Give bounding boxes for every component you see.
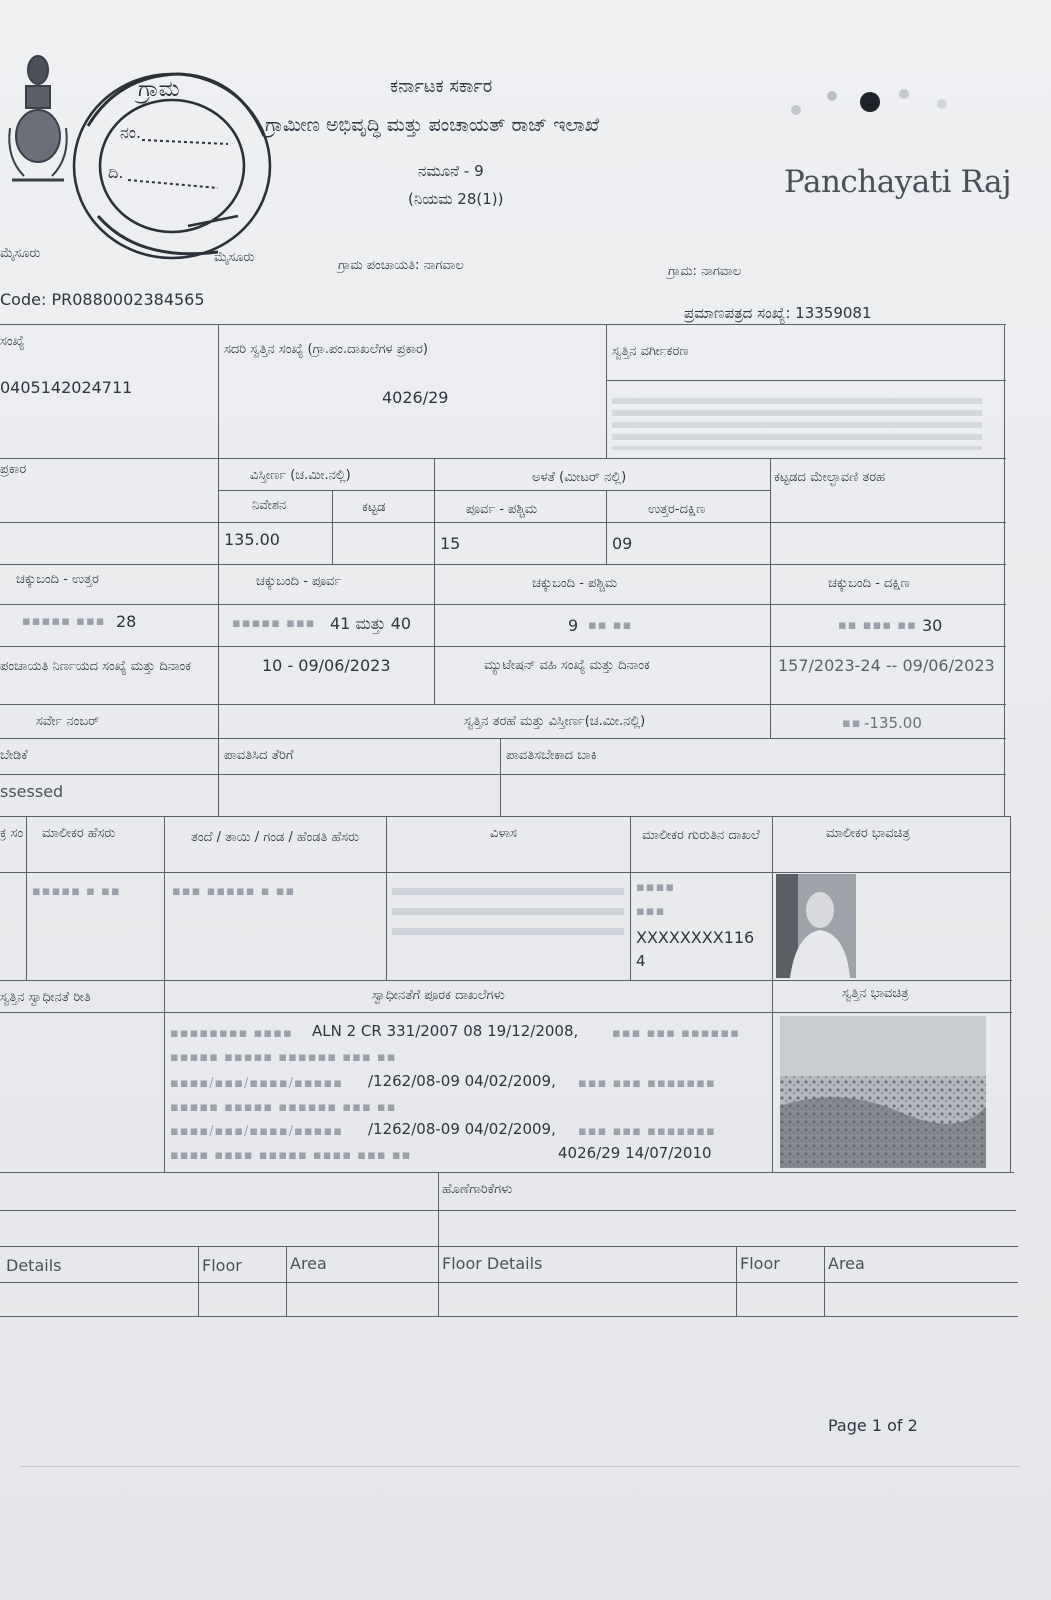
owner-id-type-faded: ▪▪▪▪ <box>636 880 676 895</box>
form-number: ನಮೂನೆ - 9 <box>418 162 484 180</box>
site-header: ನಿವೇಶನ <box>252 498 287 513</box>
boundary-north-header: ಚಕ್ಕುಬಂದಿ - ಉತ್ತರ <box>16 572 99 587</box>
doc3-prefix-faded: ▪▪▪▪/▪▪▪/▪▪▪▪/▪▪▪▪▪ <box>170 1124 344 1139</box>
area-header-right: Area <box>828 1254 865 1273</box>
boundary-east-header: ಚಕ್ಕುಬಂದಿ - ಪೂರ್ವ <box>256 574 342 589</box>
owner-name-faded: ▪▪▪▪▪ ▪ ▪▪ <box>32 884 121 899</box>
gram-panchayat-seal-icon <box>68 66 278 266</box>
number-header: ಸಂಖ್ಯೆ <box>0 334 25 349</box>
roof-type-header: ಕಟ್ಟಡದ ಮೇಲ್ಛಾವಣಿ ತರಹ <box>774 470 886 485</box>
floor-header-left: Floor <box>202 1256 242 1275</box>
village-label: ಗ್ರಾಮ: ನಾಗವಾಲ <box>668 264 742 279</box>
boundary-east-value: 41 ಮತ್ತು 40 <box>330 614 412 633</box>
owner-id-header: ಮಾಲೀಕರ ಗುರುತಿನ ದಾಖಲೆ <box>642 828 760 843</box>
owner-id-masked: XXXXXXXX116 <box>636 928 755 947</box>
owner-address-faded <box>392 882 624 944</box>
doc1-suffix-faded: ▪▪▪ ▪▪▪ ▪▪▪▪▪▪ <box>612 1026 740 1041</box>
owner-photo-header: ಮಾಲೀಕರ ಭಾವಚಿತ್ರ <box>826 826 910 841</box>
boundary-north-faded: ▪▪▪▪▪ ▪▪▪ <box>22 614 106 629</box>
boundary-south-value: 30 <box>922 616 943 635</box>
rule-number: (ನಿಯಮ 28(1)) <box>408 190 504 208</box>
liabilities-header: ಹೊಣೆಗಾರಿಕೆಗಳು <box>442 1182 513 1197</box>
panchayati-raj-brand: Panchayati Raj <box>784 164 1012 200</box>
owner-id-type-faded-2: ▪▪▪ <box>636 904 666 919</box>
floor-details-header: Floor Details <box>442 1254 543 1273</box>
gram-panchayat-label: ಗ್ರಾಮ ಪಂಚಾಯತಿ: ನಾಗವಾಲ <box>338 258 464 273</box>
relation-name-header: ತಂದೆ / ತಾಯಿ / ಗಂಡ / ಹೆಂಡತಿ ಹೆಸರು <box>190 830 360 845</box>
classification-text-faded <box>612 392 982 450</box>
doc4-prefix-faded: ▪▪▪▪ ▪▪▪▪ ▪▪▪▪▪ ▪▪▪▪ ▪▪▪ ▪▪ <box>170 1148 412 1163</box>
doc2: /1262/08-09 04/02/2009, <box>368 1072 556 1090</box>
classification-header: ಸ್ವತ್ತಿನ ವರ್ಗೀಕರಣ <box>612 344 689 359</box>
owner-id-tail: 4 <box>636 952 646 970</box>
property-code: Code: PR0880002384565 <box>0 290 205 309</box>
district-label: ಮೈಸೂರು <box>0 246 41 261</box>
doc2-prefix-faded: ▪▪▪▪/▪▪▪/▪▪▪▪/▪▪▪▪▪ <box>170 1076 344 1091</box>
gp-decision-value: 10 - 09/06/2023 <box>262 656 391 675</box>
property-type-area-value: -135.00 <box>864 714 922 732</box>
decorative-dots <box>786 84 956 124</box>
address-header: ವಿಳಾಸ <box>490 826 517 841</box>
owner-photo <box>776 874 856 978</box>
ownership-mode-header: ಸ್ವತ್ತಿನ ಸ್ವಾಧೀನತೆ ರೀತಿ <box>0 990 91 1005</box>
north-south-value: 09 <box>612 534 633 553</box>
dimension-header: ಅಳತೆ (ಮೀಟರ್ ನಲ್ಲಿ) <box>532 470 627 485</box>
property-photo-header: ಸ್ವತ್ತಿನ ಭಾವಚಿತ್ರ <box>842 986 909 1001</box>
site-area-value: 135.00 <box>224 530 280 549</box>
gp-decision-header: ಪಂಚಾಯತಿ ನಿರ್ಣಯದ ಸಂಖ್ಯೆ ಮತ್ತು ದಿನಾಂಕ <box>0 659 192 674</box>
mutation-header: ಮ್ಯುಟೇಷನ್ ವಹಿ ಸಂಖ್ಯೆ ಮತ್ತು ದಿನಾಂಕ <box>484 658 650 673</box>
property-type-faded: ▪▪ <box>842 716 862 731</box>
details-header: Details <box>6 1256 62 1275</box>
boundary-west-faded: ▪▪ ▪▪ <box>588 618 633 633</box>
demand-header: ಬೇಡಿಕೆ <box>0 748 28 763</box>
doc4: 4026/29 14/07/2010 <box>558 1144 712 1162</box>
type-header: ಪ್ರಕಾರ <box>0 462 27 477</box>
doc3: /1262/08-09 04/02/2009, <box>368 1120 556 1138</box>
doc3-suffix-faded: ▪▪▪ ▪▪▪ ▪▪▪▪▪▪▪ <box>578 1124 716 1139</box>
svg-text:ಗ್ರಾಮ: ಗ್ರಾಮ <box>138 77 180 102</box>
assessed-label: ssessed <box>0 782 64 801</box>
mutation-value: 157/2023-24 -- 09/06/2023 <box>778 656 995 675</box>
boundary-west-header: ಚಕ್ಕುಬಂದಿ - ಪಶ್ಚಿಮ <box>532 576 618 591</box>
tax-paid-header: ಪಾವತಿಸಿದ ತೆರಿಗೆ <box>224 748 294 763</box>
taluk-label: ಮೈಸೂರು <box>214 250 255 265</box>
relation-name-faded: ▪▪▪ ▪▪▪▪▪ ▪ ▪▪ <box>172 884 296 899</box>
doc2-line2-faded: ▪▪▪▪▪ ▪▪▪▪▪ ▪▪▪▪▪▪ ▪▪▪ ▪▪ <box>170 1100 397 1115</box>
page-number: Page 1 of 2 <box>828 1416 918 1435</box>
boundary-south-header: ಚಕ್ಕುಬಂದಿ - ದಕ್ಷಿಣ <box>828 576 910 591</box>
doc2-suffix-faded: ▪▪▪ ▪▪▪ ▪▪▪▪▪▪▪ <box>578 1076 716 1091</box>
serial-number-header: ಕ್ರ ಸಂ <box>0 826 24 841</box>
property-number: 4026/29 <box>382 388 449 407</box>
certificate-number: ಪ್ರಮಾಣಪತ್ರದ ಸಂಖ್ಯೆ: 13359081 <box>684 304 872 322</box>
doc1-line2-faded: ▪▪▪▪▪ ▪▪▪▪▪ ▪▪▪▪▪▪ ▪▪▪ ▪▪ <box>170 1050 397 1065</box>
property-photo <box>780 1016 986 1168</box>
doc1-prefix-faded: ▪▪▪▪▪▪▪▪ ▪▪▪▪ <box>170 1026 293 1041</box>
area-header-left: Area <box>290 1254 327 1273</box>
property-number-header: ಸದರಿ ಸ್ವತ್ತಿನ ಸಂಖ್ಯೆ (ಗ್ರಾ.ಪಂ.ದಾಖಲೆಗಳ ಪ್ರಕಾರ) <box>224 342 428 357</box>
doc1: ALN 2 CR 331/2007 08 19/12/2008, <box>312 1022 579 1040</box>
svg-text:ನಂ.: ನಂ. <box>120 123 142 142</box>
owner-name-header: ಮಾಲೀಕರ ಹೆಸರು <box>42 826 116 841</box>
east-west-value: 15 <box>440 534 461 553</box>
svg-text:ದಿ.: ದಿ. <box>108 163 124 182</box>
boundary-east-faded: ▪▪▪▪▪ ▪▪▪ <box>232 616 316 631</box>
property-id: 0405142024711 <box>0 378 133 397</box>
boundary-south-faded: ▪▪ ▪▪▪ ▪▪ <box>838 618 917 633</box>
survey-number-header: ಸರ್ವೇ ನಂಬರ್ <box>36 714 100 729</box>
east-west-header: ಪೂರ್ವ - ಪಶ್ಚಿಮ <box>466 502 538 517</box>
tax-due-header: ಪಾವತಿಸಬೇಕಾದ ಬಾಕಿ <box>506 748 597 763</box>
ownership-docs-header: ಸ್ವಾಧೀನತೆಗೆ ಪೂರಕ ದಾಖಲೆಗಳು <box>372 988 505 1003</box>
north-south-header: ಉತ್ತರ-ದಕ್ಷಿಣ <box>648 502 706 517</box>
floor-header-right: Floor <box>740 1254 780 1273</box>
area-header: ವಿಸ್ತೀರ್ಣ (ಚ.ಮೀ.ನಲ್ಲಿ) <box>250 468 351 483</box>
govt-title: ಕರ್ನಾಟಕ ಸರ್ಕಾರ <box>390 76 493 97</box>
property-type-area-header: ಸ್ವತ್ತಿನ ತರಹೆ ಮತ್ತು ವಿಸ್ತೀರ್ಣ(ಚ.ಮೀ.ನಲ್ಲಿ) <box>464 714 646 729</box>
department-title: ಗ್ರಾಮೀಣ ಅಭಿವೃದ್ಧಿ ಮತ್ತು ಪಂಚಾಯತ್ ರಾಜ್ ಇಲಾಖೆ <box>265 114 600 136</box>
building-header: ಕಟ್ಟಡ <box>362 500 386 515</box>
boundary-north-value: 28 <box>116 612 137 631</box>
boundary-west-value: 9 <box>568 616 579 635</box>
